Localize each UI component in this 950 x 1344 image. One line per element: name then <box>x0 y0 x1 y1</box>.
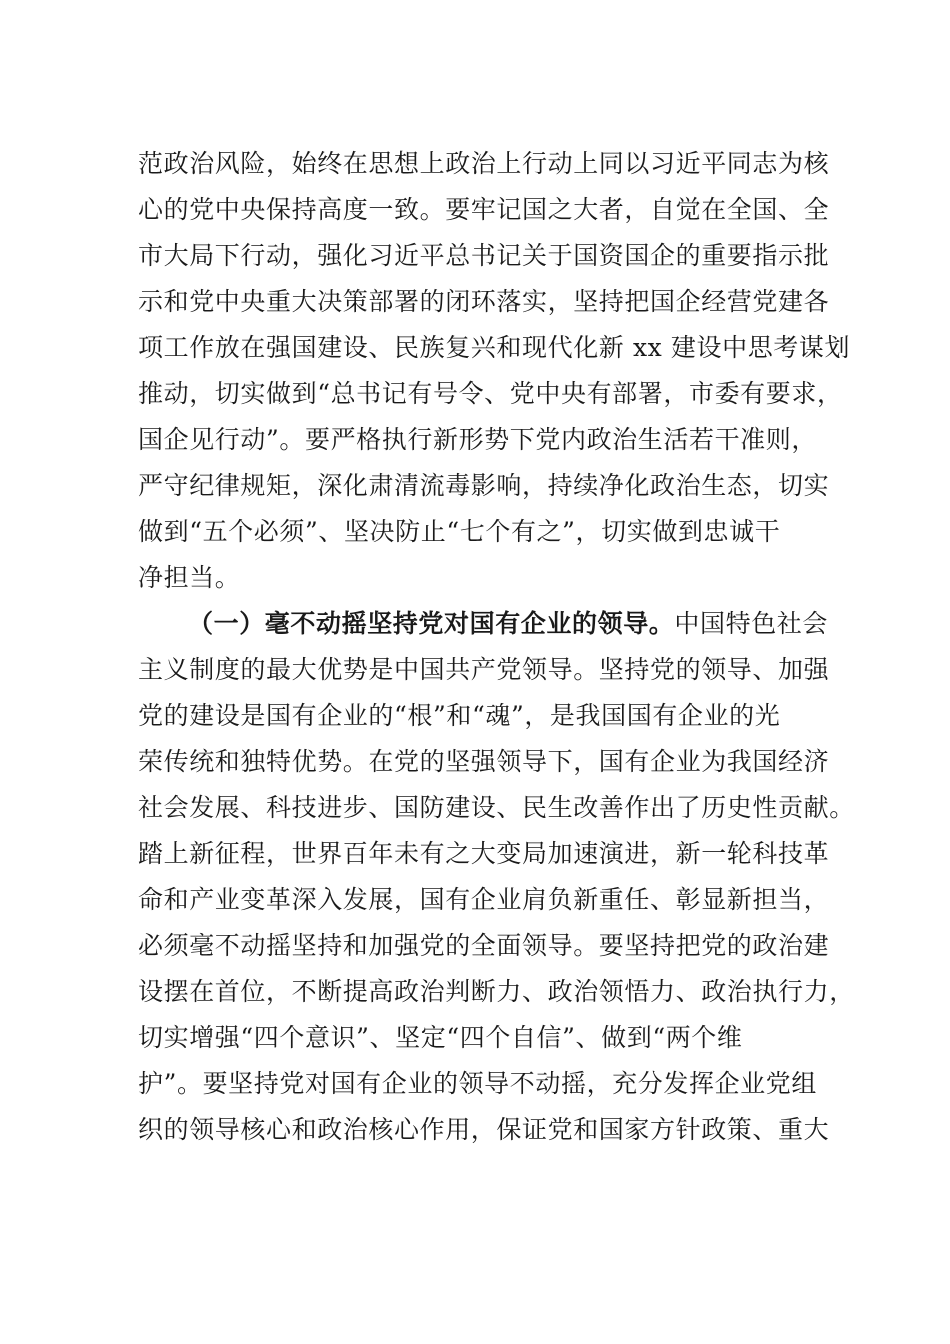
paragraph-line: 踏上新征程，世界百年未有之大变局加速演进，新一轮科技革 <box>138 839 830 868</box>
first-line-text: 中国特色社会 <box>674 609 829 638</box>
section-heading: （一）毫不动摇坚持党对国有企业的领导。 <box>188 609 675 638</box>
paragraph-line: 主义制度的最大优势是中国共产党领导。坚持党的领导、加强 <box>138 655 830 684</box>
paragraph-line: 荣传统和独特优势。在党的坚强领导下，国有企业为我国经济 <box>138 747 830 776</box>
paragraph-line: 党的建设是国有企业的“根”和“魂”，是我国国有企业的光 <box>138 701 781 730</box>
paragraph-line: 必须毫不动摇坚持和加强党的全面领导。要坚持把党的政治建 <box>138 931 830 960</box>
paragraph-line: 严守纪律规矩，深化肃清流毒影响，持续净化政治生态，切实 <box>138 471 830 500</box>
paragraph-line: 项工作放在强国建设、民族复兴和现代化新 xx 建设中思考谋划 <box>138 333 851 362</box>
paragraph-line: 命和产业变革深入发展，国有企业肩负新重任、彰显新担当， <box>138 885 830 914</box>
paragraph-line: 净担当。 <box>138 563 241 592</box>
paragraph-2 <box>138 601 855 1153</box>
paragraph-line: 切实增强“四个意识”、坚定“四个自信”、做到“两个维 <box>138 1023 743 1052</box>
paragraph-line: 社会发展、科技进步、国防建设、民生改善作出了历史性贡献。 <box>138 793 855 822</box>
paragraph-line: 国企见行动”。要严格执行新形势下党内政治生活若干准则， <box>138 425 817 454</box>
paragraph-line: 心的党中央保持高度一致。要牢记国之大者，自觉在全国、全 <box>138 195 830 224</box>
paragraph-line: 做到“五个必须”、坚决防止“七个有之”，切实做到忠诚干 <box>138 517 781 546</box>
paragraph-line: 织的领导核心和政治核心作用，保证党和国家方针政策、重大 <box>138 1115 830 1144</box>
paragraph-line: 护”。要坚持党对国有企业的领导不动摇，充分发挥企业党组 <box>138 1069 817 1098</box>
paragraph-line: 推动，切实做到“总书记有号令、党中央有部署，市委有要求， <box>138 379 843 408</box>
paragraph-line: 市大局下行动，强化习近平总书记关于国资国企的重要指示批 <box>138 241 830 270</box>
paragraph-1 <box>138 141 851 601</box>
paragraph-line: 范政治风险，始终在思想上政治上行动上同以习近平同志为核 <box>138 149 830 178</box>
paragraph-first-line <box>138 601 838 647</box>
body-text <box>138 141 855 1153</box>
paragraph-line: 示和党中央重大决策部署的闭环落实，坚持把国企经营党建各 <box>138 287 830 316</box>
paragraph-line: 设摆在首位，不断提高政治判断力、政治领悟力、政治执行力， <box>138 977 855 1006</box>
